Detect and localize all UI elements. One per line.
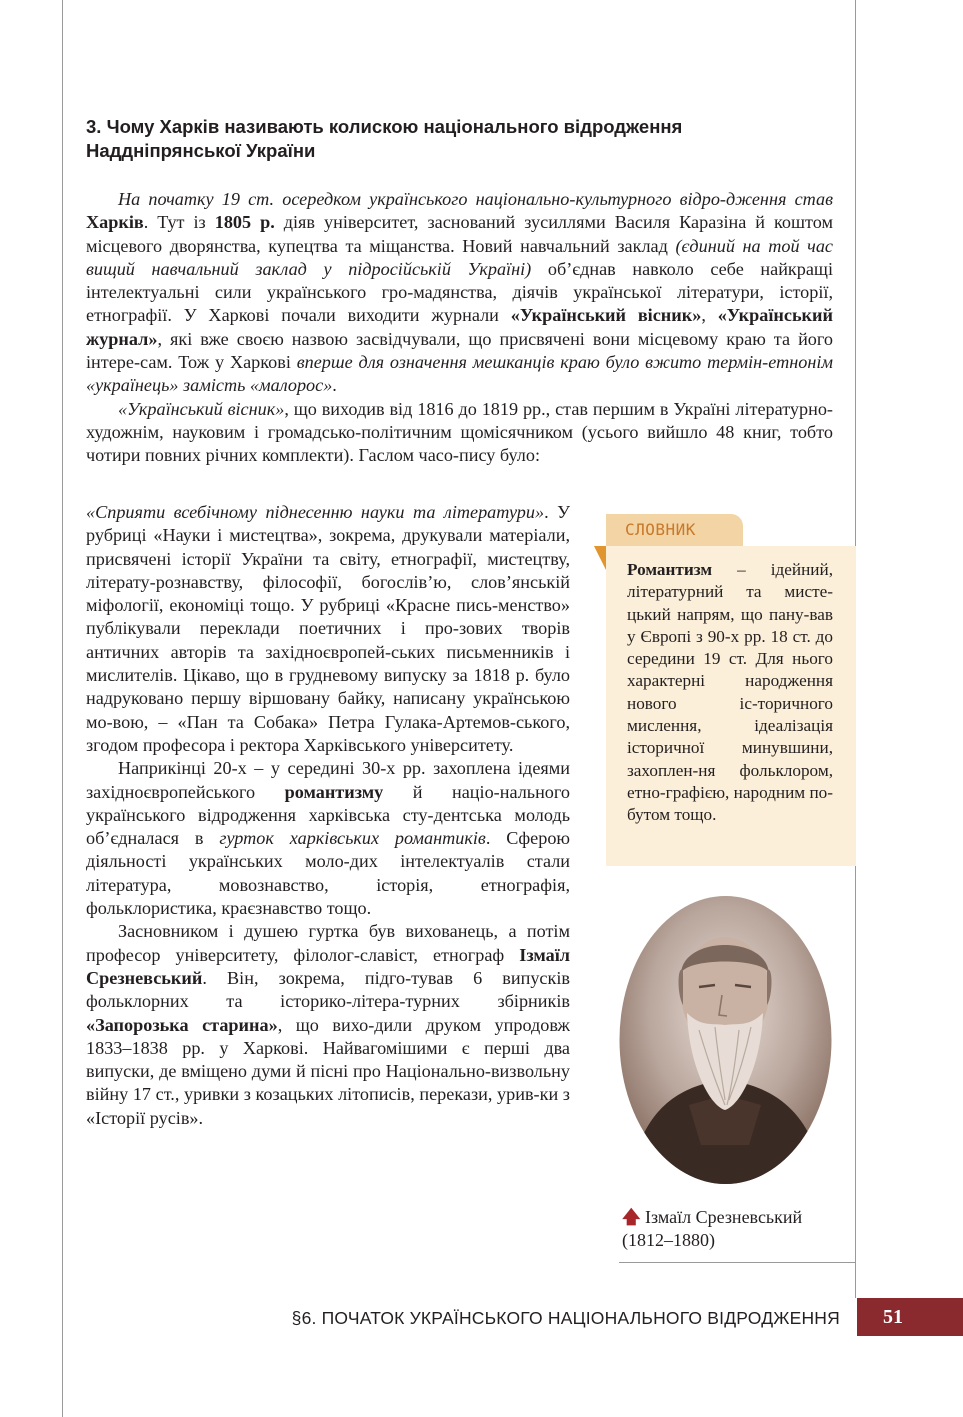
- paragraph-3: [86, 757, 570, 920]
- text-run-italic: «Сприяти всебічному піднесенню науки та літератури»: [86, 502, 545, 522]
- glossary-title: СЛОВНИК: [625, 520, 696, 539]
- glossary-term: Романтизм: [627, 560, 713, 579]
- left-margin-rule: [62, 0, 63, 1417]
- glossary-entry: [627, 559, 833, 827]
- text-run: Засновником і душею гуртка був вихованець, а потім професор університету, філолог-славіст, етнограф: [86, 921, 570, 965]
- caption-name: Ізмаїл Срезневський: [645, 1207, 803, 1227]
- section-heading-line-1: 3. Чому Харків називають колискою національного відродження: [86, 116, 683, 137]
- text-run-italic: гурток харківських романтиків: [219, 828, 486, 849]
- portrait-caption: [622, 1206, 842, 1252]
- body-text-full-width: [86, 188, 833, 468]
- paragraph-2-continued: [86, 501, 570, 757]
- glossary-definition: – ідейний, літературний та мисте-цький напрям, що пану-вав у Європі з 90-х рр. 18 ст. до середини 19 ст. Для нього характерні народження нового іс-торичного мислення, ідеалізація історичної минувшини, захоплен-ня фольклором, етно-графією, народним по-бутом тощо.: [627, 560, 833, 825]
- text-run-bold: «Український вісник»: [510, 305, 702, 326]
- paragraph-4: [86, 920, 570, 1130]
- portrait-image: [619, 895, 832, 1185]
- arrow-up-icon: 🡅: [622, 1207, 641, 1227]
- text-run: ,: [701, 305, 718, 326]
- caption-divider: [619, 1262, 855, 1263]
- running-footer: §6. ПОЧАТОК УКРАЇНСЬКОГО НАЦІОНАЛЬНОГО ВІДРОДЖЕННЯ: [291, 1308, 840, 1328]
- body-text-column: [86, 501, 570, 1130]
- text-run-bold: 1805 р.: [214, 212, 275, 233]
- text-run: . У рубриці «Науки і мистецтва», зокрема, друкували матеріали, присвячені історії України та світу, етнографії, мистецтву, літерату-рознавству, філософії, богослів’ю, слов’янській міфології, економіці тощо. У рубриці «Красне пись-менство» публікували переклади поетичних і про-зових творів античних авторів та західноєвропей-ських письменників і мислителів. Цікаво, що в грудневому випуску за 1818 р. було надруковано першу віршовану байку, написану українською мо-вою, – «Пан та Собака» Петра Гулака-Артемов-ського, згодом професора і ректора Харківського університету.: [86, 502, 570, 755]
- text-run-italic: «Український вісник»: [118, 398, 285, 419]
- text-run-bold: Харків: [86, 212, 144, 233]
- caption-years: (1812–1880): [622, 1230, 715, 1250]
- text-run: . Він, зокрема, підго-тував 6 випусків фольклорних та історико-літера-турних збірників: [86, 967, 570, 1012]
- text-run: й націо-нального українського відродження харківська сту-дентська молодь об’єдналася в: [86, 781, 570, 849]
- glossary-tab-fold: [594, 546, 606, 570]
- text-run-bold: романтизму: [284, 781, 384, 802]
- text-run: Наприкінці 20-х – у середині 30-х рр. захоплена ідеями західноєвропейського: [86, 758, 570, 802]
- section-heading: [86, 115, 826, 163]
- text-run-bold: «Запорозька старина»: [86, 1014, 278, 1035]
- paragraph-1: [86, 188, 833, 398]
- text-run: .: [332, 375, 337, 396]
- text-run: . Тут із: [143, 212, 215, 233]
- text-run-bold: «Український журнал»: [86, 305, 833, 349]
- text-run-italic: вперше для означення мешканців краю було вжито термін-етнонім «українець» замість «малорос»: [86, 352, 833, 396]
- text-run: , що вихо-дили друком упродовж 1833–1838 рр. у Харкові. Найвагомішими є перші два випуски, де вміщено думи й пісні про Національно-визвольну війну 17 ст., уривки з козацьких літописів, перекази, урив-ки з «Історії русів».: [86, 1014, 570, 1128]
- text-run: . Сферою діяльності українських моло-дих інтелектуалів стали література, мовознавство, історія, етнографія, фольклористика, краєзнавство тощо.: [86, 828, 571, 919]
- paragraph-2: [86, 398, 833, 468]
- text-run-bold: Ізмаїл Срезневський: [86, 944, 570, 988]
- text-run: На початку 19 ст. осередком українського національно-культурного відро-дження став: [118, 189, 833, 209]
- text-run-italic: (єдиний на той час вищий навчальний заклад у підросійській Україні): [86, 235, 833, 279]
- text-run: , що виходив від 1816 до 1819 рр., став першим в Україні літературно-художнім, науковим і громадсько-політичним щомісячником (усього вийшло 48 книг, тобто чотири повних річних комплекти). Гаслом часо-пису було:: [86, 398, 833, 466]
- text-run: об’єднав навколо себе найкращі інтелектуальні сили українського гро-мадянства, діячів української літератури, історії, етнографії. У Харкові почали виходити журнали: [86, 258, 833, 326]
- text-run: , які вже своєю назвою засвідчували, що присвячені вони місцевому краю та його інтере-сам. Тож у Харкові: [86, 328, 833, 373]
- text-run: діяв університет, заснований зусиллями Василя Каразіна й коштом місцевого дворянства, купецтва та міщанства. Новий навчальний заклад: [86, 212, 833, 256]
- page-number: 51: [857, 1298, 963, 1336]
- section-heading-line-2: Наддніпрянської України: [86, 140, 316, 161]
